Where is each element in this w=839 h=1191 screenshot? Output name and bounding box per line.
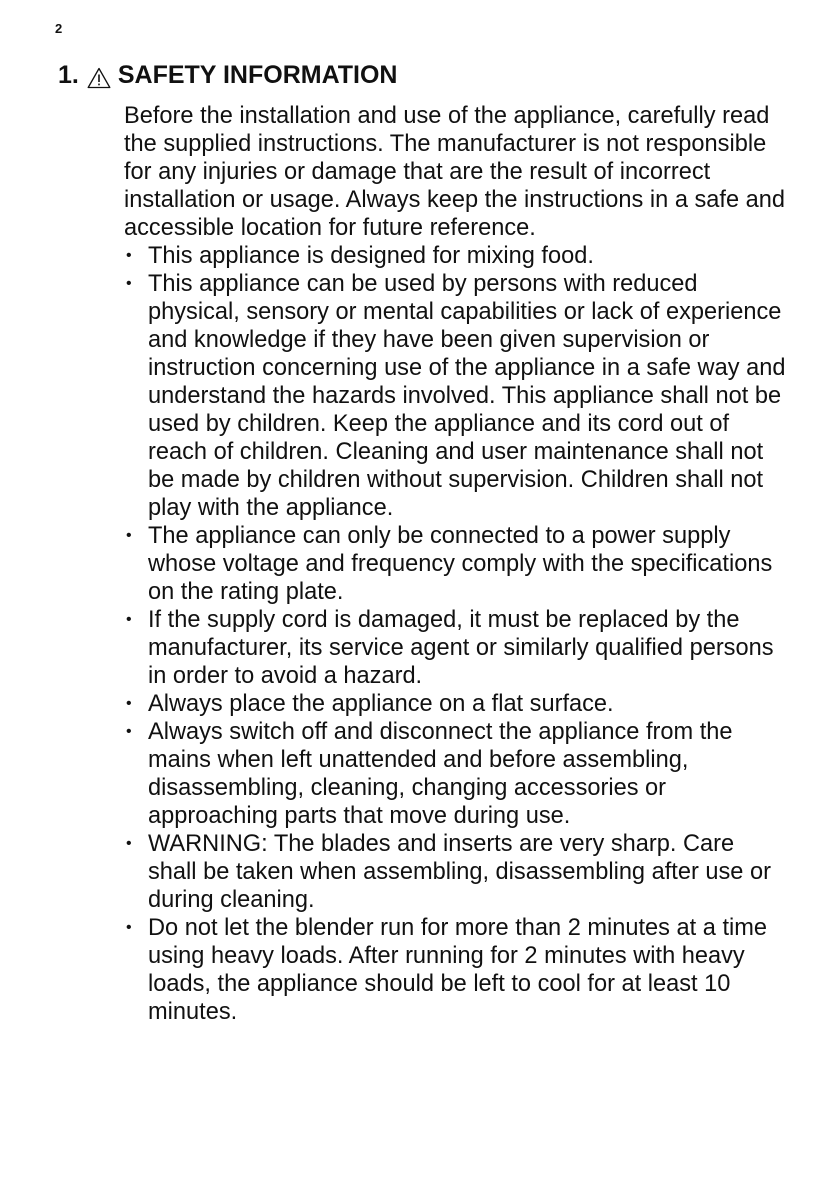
safety-list	[124, 242, 789, 1026]
page-number: 2	[55, 21, 63, 36]
section-title: SAFETY INFORMATION	[117, 61, 398, 89]
bullet-icon: •	[126, 611, 132, 628]
list-item-text: This appliance can be used by persons with reduced physical, sensory or mental capabilities or lack of experience and knowledge if they have been given supervision or instruction concerning use of the appliance in a safe way and understand the hazards involved. This appliance shall not be used by children. Keep the appliance and its cord out of reach of children. Cleaning and user maintenance shall not be made by children without supervision. Children shall not play with the appliance.	[148, 271, 786, 521]
intro-paragraph: Before the installation and use of the appliance, carefully read the supplied instructions. The manufacturer is not responsible for any injuries or damage that are the result of incorrect installation or usage. Always keep the instructions in a safe and accessible location for future reference.	[124, 103, 786, 241]
safety-content	[124, 102, 789, 1026]
list-item	[124, 242, 789, 270]
list-item-text: Do not let the blender run for more than 2 minutes at a time using heavy loads. After running for 2 minutes with heavy loads, the appliance should be left to cool for at least 10 minutes.	[148, 915, 768, 1025]
bullet-icon: •	[126, 275, 132, 292]
warning-triangle-icon	[87, 65, 111, 87]
list-item	[124, 690, 789, 718]
bullet-icon: •	[126, 247, 132, 264]
list-item-text: This appliance is designed for mixing food.	[148, 243, 594, 269]
list-item	[124, 830, 789, 914]
section-number: 1.	[58, 61, 79, 89]
bullet-icon: •	[126, 695, 132, 712]
bullet-icon: •	[126, 919, 132, 936]
list-item	[124, 522, 789, 606]
bullet-icon: •	[126, 723, 132, 740]
bullet-icon: •	[126, 835, 132, 852]
list-item-text: If the supply cord is damaged, it must be replaced by the manufacturer, its service agent or similarly qualified persons in order to avoid a hazard.	[148, 607, 774, 689]
list-item	[124, 914, 789, 1026]
list-item-text: The appliance can only be connected to a power supply whose voltage and frequency comply with the specifications on the rating plate.	[148, 523, 773, 605]
bullet-icon: •	[126, 527, 132, 544]
list-item-text: Always switch off and disconnect the appliance from the mains when left unattended and before assembling, disassembling, cleaning, changing accessories or approaching parts that move during use.	[148, 719, 733, 829]
list-item	[124, 606, 789, 690]
list-item	[124, 270, 789, 522]
list-item	[124, 718, 789, 830]
section-heading	[58, 59, 398, 91]
list-item-text: WARNING: The blades and inserts are very sharp. Care shall be taken when assembling, disassembling after use or during cleaning.	[148, 831, 771, 913]
list-item-text: Always place the appliance on a flat surface.	[148, 691, 614, 717]
